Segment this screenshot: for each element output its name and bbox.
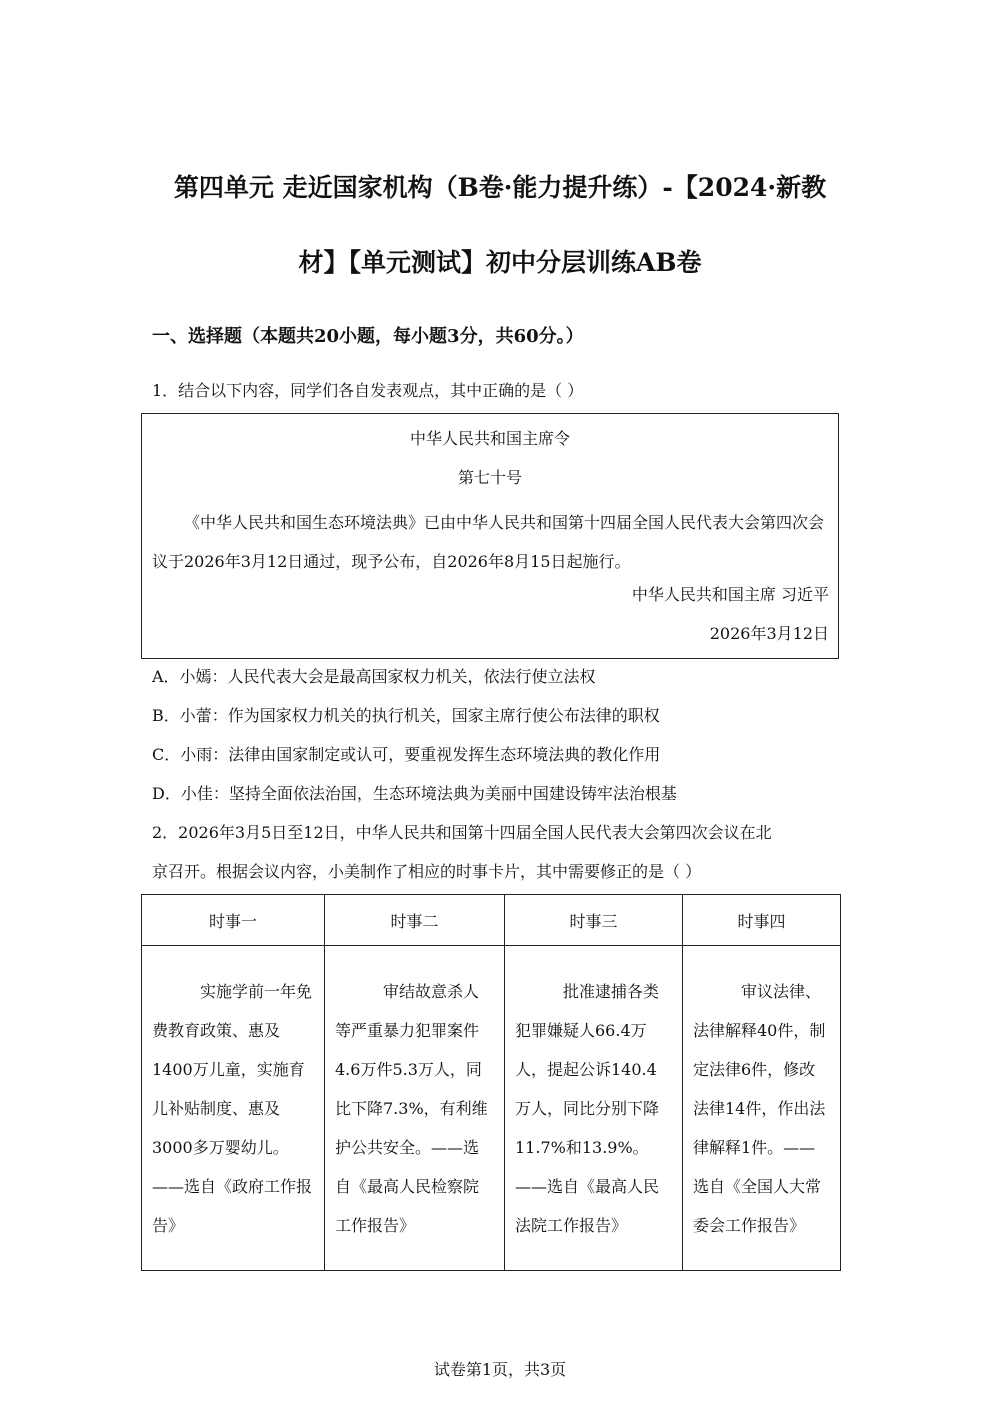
question-1-option-a: A．小嫣：人民代表大会是最高国家权力机关，依法行使立法权 (152, 667, 596, 686)
current-events-cards-table (141, 894, 841, 1271)
table-header-row (142, 895, 841, 946)
decree-body: 《中华人民共和国生态环境法典》已由中华人民共和国第十四届全国人民代表大会第四次会议于2026年3月12日通过，现予公布，自2026年8月15日起施行。 (152, 513, 825, 571)
table-cell (142, 946, 325, 1271)
document-title-line-1: 第四单元 走近国家机构（B卷·能力提升练）-【2024·新教 (173, 173, 827, 202)
card-text-1: 实施学前一年免费教育政策、惠及1400万儿童，实施育儿补贴制度、惠及3000多万婴幼儿。——选自《政府工作报告》 (152, 981, 313, 1235)
table-header-cell: 时事四 (683, 895, 841, 946)
question-1-option-b: B．小蕾：作为国家权力机关的执行机关，国家主席行使公布法律的职权 (152, 706, 660, 725)
table-cell (683, 946, 841, 1271)
question-1-stem: 1．结合以下内容，同学们各自发表观点，其中正确的是（ ） (152, 381, 584, 400)
question-1-option-d: D．小佳：坚持全面依法治国，生态环境法典为美丽中国建设铸牢法治根基 (152, 784, 677, 803)
section-heading: 一、选择题（本题共20小题，每小题3分，共60分。） (152, 326, 584, 347)
question-2-stem-line-1: 2．2026年3月5日至12日，中华人民共和国第十四届全国人民代表大会第四次会议在北 (152, 823, 772, 842)
table-header-cell: 时事三 (505, 895, 683, 946)
decree-signer: 中华人民共和国主席 习近平 (631, 585, 829, 604)
question-2-stem-line-2: 京召开。根据会议内容，小美制作了相应的时事卡片，其中需要修正的是（ ） (152, 862, 702, 881)
table-row (142, 946, 841, 1271)
table-cell (505, 946, 683, 1271)
card-text-3: 批准逮捕各类犯罪嫌疑人66.4万人，提起公诉140.4万人，同比分别下降11.7%和13.9%。——选自《最高人民法院工作报告》 (515, 981, 660, 1235)
page-footer: 试卷第1页，共3页 (433, 1360, 567, 1379)
card-text-4: 审议法律、法律解释40件，制定法律6件，修改法律14件，作出法律解释1件。——选自《全国人大常委会工作报告》 (693, 981, 826, 1235)
presidential-decree-box (141, 413, 839, 659)
decree-heading: 中华人民共和国主席令 (409, 429, 570, 448)
decree-number: 第七十号 (457, 468, 522, 487)
document-title-line-2: 材】【单元测试】初中分层训练AB卷 (298, 248, 702, 277)
card-text-2: 审结故意杀人等严重暴力犯罪案件4.6万件5.3万人，同比下降7.3%，有利维护公共安全。——选自《最高人民检察院工作报告》 (335, 981, 488, 1235)
table-header-cell: 时事一 (142, 895, 325, 946)
table-header-cell: 时事二 (325, 895, 505, 946)
question-1-option-c: C．小雨：法律由国家制定或认可，要重视发挥生态环境法典的教化作用 (152, 745, 661, 764)
decree-date: 2026年3月12日 (709, 624, 829, 643)
table-cell (325, 946, 505, 1271)
